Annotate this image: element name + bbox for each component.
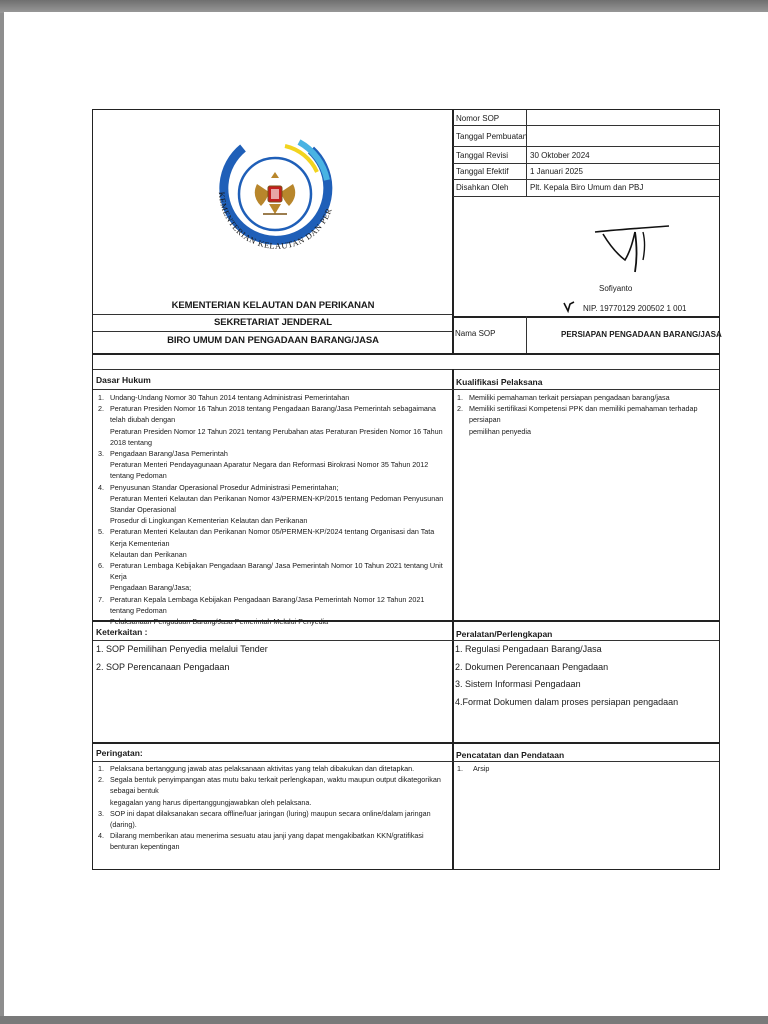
meta-label-disahkan-oleh: Disahkan Oleh bbox=[456, 183, 509, 192]
meta-value-tanggal-revisi: 30 Oktober 2024 bbox=[530, 151, 590, 160]
list-item: 7. Peraturan Kepala Lembaga Kebijakan Pengadaan Barang/Jasa Pemerintah Nomor 12 Tahun 2021 tentang Pedoman Pelaksanaan Pengadaan Barang/Jasa Pemerintah Melalui Penyedia bbox=[98, 594, 425, 627]
meta-label-tanggal-revisi: Tanggal Revisi bbox=[456, 151, 509, 160]
list-item: 2. Dokumen Perencanaan Pengadaan bbox=[455, 661, 609, 672]
list-item: 3. Pengadaan Barang/Jasa Pemerintah Peraturan Menteri Pendayagunaan Aparatur Negara dan Reformasi Birokrasi Nomor 35 Tahun 2012 tentang Pedoman bbox=[98, 449, 429, 481]
org-bureau: BIRO UMUM DAN PENGADAAN BARANG/JASA bbox=[167, 335, 379, 346]
kualifikasi-title: Kualifikasi Pelaksana bbox=[456, 377, 543, 387]
logo-block bbox=[199, 120, 349, 290]
list-item: 2. Memiliki sertifikasi Kompetensi PPK dan memiliki pemahaman terhadap persiapan pemilihan penyedia bbox=[457, 404, 698, 436]
meta-value-disahkan-oleh: Plt. Kepala Biro Umum dan PBJ bbox=[530, 183, 644, 192]
divider bbox=[93, 369, 719, 370]
divider bbox=[93, 761, 719, 762]
list-item: 2. Segala bentuk penyimpangan atas mutu baku terkait perlengkapan, waktu maupun output dikategorikan sebagai bentuk kegagalan yang harus dipertanggungjawabkan oleh pelaksana. bbox=[98, 775, 441, 807]
kualifikasi-list bbox=[457, 392, 715, 437]
divider bbox=[93, 742, 719, 744]
list-item: 4. Dilarang memberikan atau menerima sesuatu atau janji yang dapat mengakibatkan KKN/gratifikasi benturan kepentingan bbox=[98, 831, 424, 852]
signer-nip: NIP. 19770129 200502 1 001 bbox=[583, 304, 687, 313]
list-item: 3. SOP ini dapat dilaksanakan secara offline/luar jaringan (luring) maupun secara online/dalam jaringan (daring). bbox=[98, 808, 431, 830]
list-item: 1. Pelaksana bertanggung jawab atas pelaksanaan aktivitas yang telah dibakukan dan ditetapkan. bbox=[98, 764, 415, 773]
divider bbox=[453, 146, 719, 147]
list-item: 1. Regulasi Pengadaan Barang/Jasa bbox=[455, 644, 602, 654]
meta-label-tanggal-pembuatan: Tanggal Pembuatan bbox=[456, 132, 528, 141]
divider bbox=[453, 179, 719, 180]
divider bbox=[93, 620, 719, 622]
list-item: 1. SOP Pemilihan Penyedia melalui Tender bbox=[96, 644, 268, 654]
kkp-emblem-icon bbox=[199, 120, 349, 290]
signer-name: Sofiyanto bbox=[599, 284, 633, 293]
list-item: 2. Peraturan Presiden Nomor 16 Tahun 2018 tentang Pengadaan Barang/Jasa Pemerintah sebagaimana telah diubah dengan Peraturan Presiden Nomor 12 Tahun 2021 tentang Perubahan atas Peraturan Presiden Nomor 16 Tahun 2018 tentang bbox=[98, 404, 443, 447]
sop-form bbox=[92, 109, 720, 870]
dasar-hukum-title: Dasar Hukum bbox=[96, 375, 151, 385]
scan-bottom-edge bbox=[0, 1016, 768, 1024]
divider bbox=[526, 316, 527, 353]
signature-block bbox=[573, 210, 693, 290]
pencatatan-list bbox=[457, 763, 715, 774]
signature-mark-icon bbox=[573, 210, 693, 280]
divider bbox=[93, 389, 719, 390]
list-item: 3. Sistem Informasi Pengadaan bbox=[455, 679, 581, 689]
sop-name-value: PERSIAPAN PENGADAAN BARANG/JASA bbox=[561, 330, 722, 339]
sop-name-label: Nama SOP bbox=[455, 329, 496, 338]
divider bbox=[453, 316, 719, 318]
org-ministry: KEMENTERIAN KELAUTAN DAN PERIKANAN bbox=[171, 300, 375, 311]
logo-arc-text: KEMENTERIAN KELAUTAN DAN PER bbox=[216, 191, 334, 251]
list-item: 1. Memiliki pemahaman terkait persiapan pengadaan barang/jasa bbox=[457, 393, 670, 402]
peralatan-list bbox=[455, 641, 717, 711]
list-item: 2. SOP Perencanaan Pengadaan bbox=[96, 661, 230, 672]
divider bbox=[453, 196, 719, 197]
keterkaitan-list bbox=[96, 641, 448, 676]
divider bbox=[93, 353, 719, 355]
list-item: 1. Undang-Undang Nomor 30 Tahun 2014 tentang Administrasi Pemerintahan bbox=[98, 393, 350, 402]
list-item: 6. Peraturan Lembaga Kebijakan Pengadaan Barang/ Jasa Pemerintah Nomor 10 Tahun 2021 tentang Unit Kerja Pengadaan Barang/Jasa; bbox=[98, 561, 443, 593]
list-item: 4. Penyusunan Standar Operasional Prosedur Administrasi Pemerintahan; Peraturan Menteri Kelautan dan Perikanan Nomor 43/PERMEN-KP/2015 tentang Pedoman Penyusunan Standar Operasional Prosedur di Lingkungan Kementerian Kelautan dan Perikanan bbox=[98, 482, 444, 526]
peringatan-title: Peringatan: bbox=[96, 748, 143, 758]
pencatatan-title: Pencatatan dan Pendataan bbox=[456, 750, 565, 760]
list-item: 5. Peraturan Menteri Kelautan dan Perikanan Nomor 05/PERMEN-KP/2024 tentang Organisasi dan Tata Kerja Kementerian Kelautan dan Perikanan bbox=[98, 527, 435, 559]
dasar-hukum-list bbox=[98, 392, 450, 627]
divider bbox=[453, 125, 719, 126]
divider bbox=[526, 110, 527, 196]
list-item: 1. Arsip bbox=[457, 764, 490, 773]
org-secretariat: SEKRETARIAT JENDERAL bbox=[214, 317, 332, 328]
keterkaitan-title: Keterkaitan : bbox=[96, 627, 148, 637]
divider bbox=[93, 314, 453, 315]
list-item: 4.Format Dokumen dalam proses persiapan pengadaan bbox=[455, 696, 679, 707]
peralatan-title: Peralatan/Perlengkapan bbox=[456, 629, 553, 639]
peringatan-list bbox=[98, 763, 450, 853]
divider bbox=[93, 331, 453, 332]
paraf-icon bbox=[563, 300, 575, 312]
meta-label-tanggal-efektif: Tanggal Efektif bbox=[456, 167, 509, 176]
divider bbox=[452, 369, 454, 869]
divider bbox=[453, 163, 719, 164]
meta-label-nomor-sop: Nomor SOP bbox=[456, 114, 500, 123]
meta-value-tanggal-efektif: 1 Januari 2025 bbox=[530, 167, 583, 176]
